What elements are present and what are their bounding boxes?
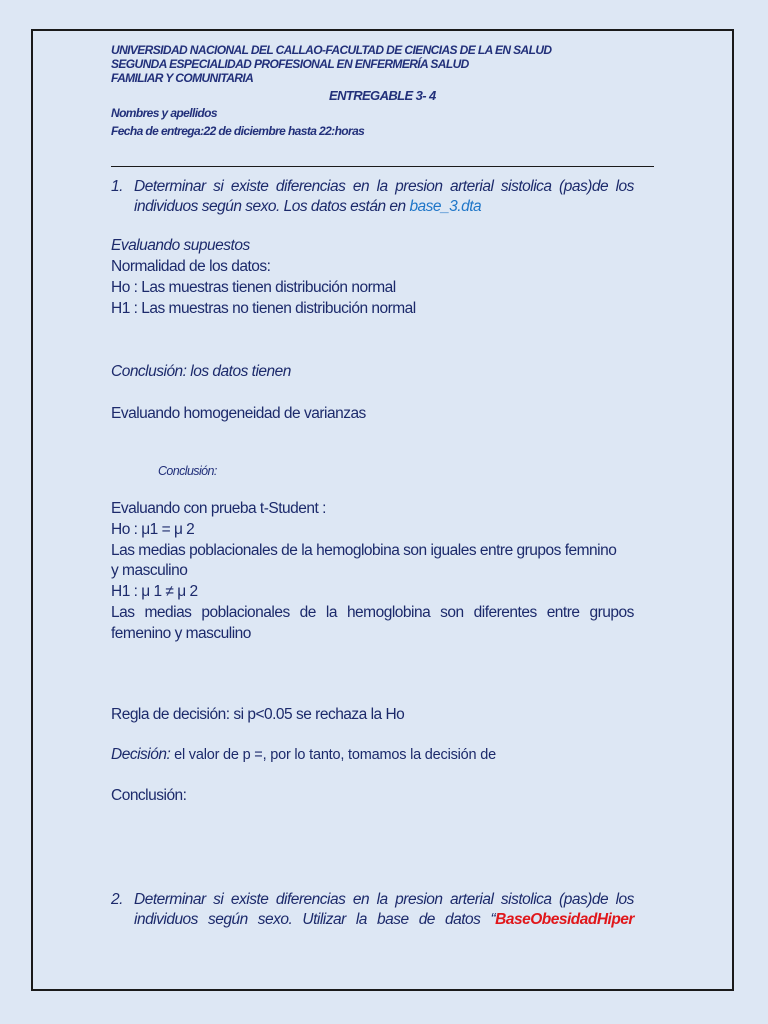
normality-ho: Ho : Las muestras tienen distribución normal	[111, 279, 396, 296]
ttest-h1-word: poblacionales	[201, 604, 290, 621]
ttest-h1-description	[111, 604, 634, 622]
ttest-h1-word: entre	[546, 604, 580, 621]
variance-heading: Evaluando homogeneidad de varianzas	[111, 405, 366, 422]
question-2-word: en	[352, 891, 370, 908]
question-1-word: sistolica	[500, 178, 552, 195]
decision-text: el valor de p =, por lo tanto, tomamos la decisión de	[170, 747, 496, 763]
question-1-word: arterial	[450, 178, 494, 195]
question-1-word: existe	[230, 178, 269, 195]
question-1-word: en	[352, 178, 370, 195]
ttest-h1-word: la	[325, 604, 337, 621]
ttest-h1-description-2: femenino y masculino	[111, 625, 251, 642]
ttest-ho-description-2: y masculino	[111, 562, 188, 579]
question-2-word: sexo.	[257, 911, 293, 928]
question-2-word: presion	[395, 891, 443, 908]
question-1-word: los	[615, 178, 634, 195]
normality-label: Normalidad de los datos:	[111, 258, 271, 275]
question-1-word: (pas)de	[559, 178, 609, 195]
decision-label: Decisión:	[111, 746, 171, 763]
question-1-word: si	[213, 178, 224, 195]
question-2-word: la	[376, 891, 388, 908]
specialty-line-2: FAMILIAR Y COMUNITARIA	[111, 71, 254, 85]
ttest-h1-word: Las	[111, 604, 135, 621]
question-2-word: existe	[230, 891, 269, 908]
names-label: Nombres y apellidos	[111, 106, 217, 120]
separator-rule	[111, 166, 654, 167]
ttest-ho: Ho : μ1 = μ 2	[111, 521, 195, 538]
ttest-ho-description: Las medias poblacionales de la hemoglobina son iguales entre grupos femnino	[111, 542, 617, 559]
question-2-word: según	[208, 911, 248, 928]
question-2-word: base	[377, 911, 409, 928]
normality-h1: H1 : Las muestras no tienen distribución normal	[111, 300, 416, 317]
ttest-h1-word: grupos	[589, 604, 634, 621]
ttest-h1-word: hemoglobina	[346, 604, 431, 621]
ttest-h1-word: medias	[144, 604, 192, 621]
question-2-number: 2.	[111, 891, 123, 908]
university-line: UNIVERSIDAD NACIONAL DEL CALLAO-FACULTAD DE CIENCIAS DE LA EN SALUD	[111, 43, 552, 57]
question-2-word: individuos	[134, 911, 198, 928]
question-1-word: presion	[395, 178, 443, 195]
question-2-word: arterial	[450, 891, 494, 908]
document-title: ENTREGABLE 3- 4	[329, 88, 436, 103]
final-conclusion: Conclusión:	[111, 787, 187, 804]
normality-conclusion: Conclusión: los datos tienen	[111, 363, 291, 380]
decision-rule: Regla de decisión: si p<0.05 se rechaza la Ho	[111, 706, 405, 723]
open-quote: “	[490, 911, 496, 928]
question-2-word: Utilizar	[302, 911, 346, 928]
question-1-number: 1.	[111, 178, 123, 195]
question-1-word: la	[376, 178, 388, 195]
ttest-h1: H1 : μ 1 ≠ μ 2	[111, 583, 198, 600]
dataset-link[interactable]: base_3.dta	[409, 198, 482, 215]
question-2-word: si	[213, 891, 224, 908]
question-1-word: Determinar	[134, 178, 206, 195]
ttest-heading: Evaluando con prueba t-Student :	[111, 500, 326, 517]
question-1-word: diferencias	[275, 178, 346, 195]
dataset-reference	[490, 911, 633, 929]
variance-conclusion: Conclusión:	[158, 464, 217, 478]
assumptions-heading: Evaluando supuestos	[111, 237, 250, 254]
specialty-line: SEGUNDA ESPECIALIDAD PROFESIONAL EN ENFERMERÍA SALUD	[111, 57, 469, 71]
question-2-word: de	[418, 911, 435, 928]
question-1-line-2	[134, 198, 481, 216]
question-2-line-1	[134, 891, 634, 909]
ttest-h1-word: diferentes	[473, 604, 537, 621]
dataset-name: BaseObesidadHiper	[495, 911, 634, 928]
question-1-text: individuos según sexo. Los datos están en	[134, 198, 410, 215]
decision-line	[111, 746, 496, 764]
question-1-line-1	[134, 178, 634, 196]
question-2-word: sistolica	[500, 891, 552, 908]
question-2-word: Determinar	[134, 891, 206, 908]
question-2-word: los	[615, 891, 634, 908]
question-2-word: datos	[445, 911, 481, 928]
question-2-word: (pas)de	[559, 891, 609, 908]
question-2-word: diferencias	[275, 891, 346, 908]
question-2-line-2	[134, 911, 634, 929]
ttest-h1-word: son	[440, 604, 464, 621]
question-2-word: la	[355, 911, 367, 928]
due-date-line: Fecha de entrega:22 de diciembre hasta 22:horas	[111, 124, 365, 138]
ttest-h1-word: de	[299, 604, 316, 621]
